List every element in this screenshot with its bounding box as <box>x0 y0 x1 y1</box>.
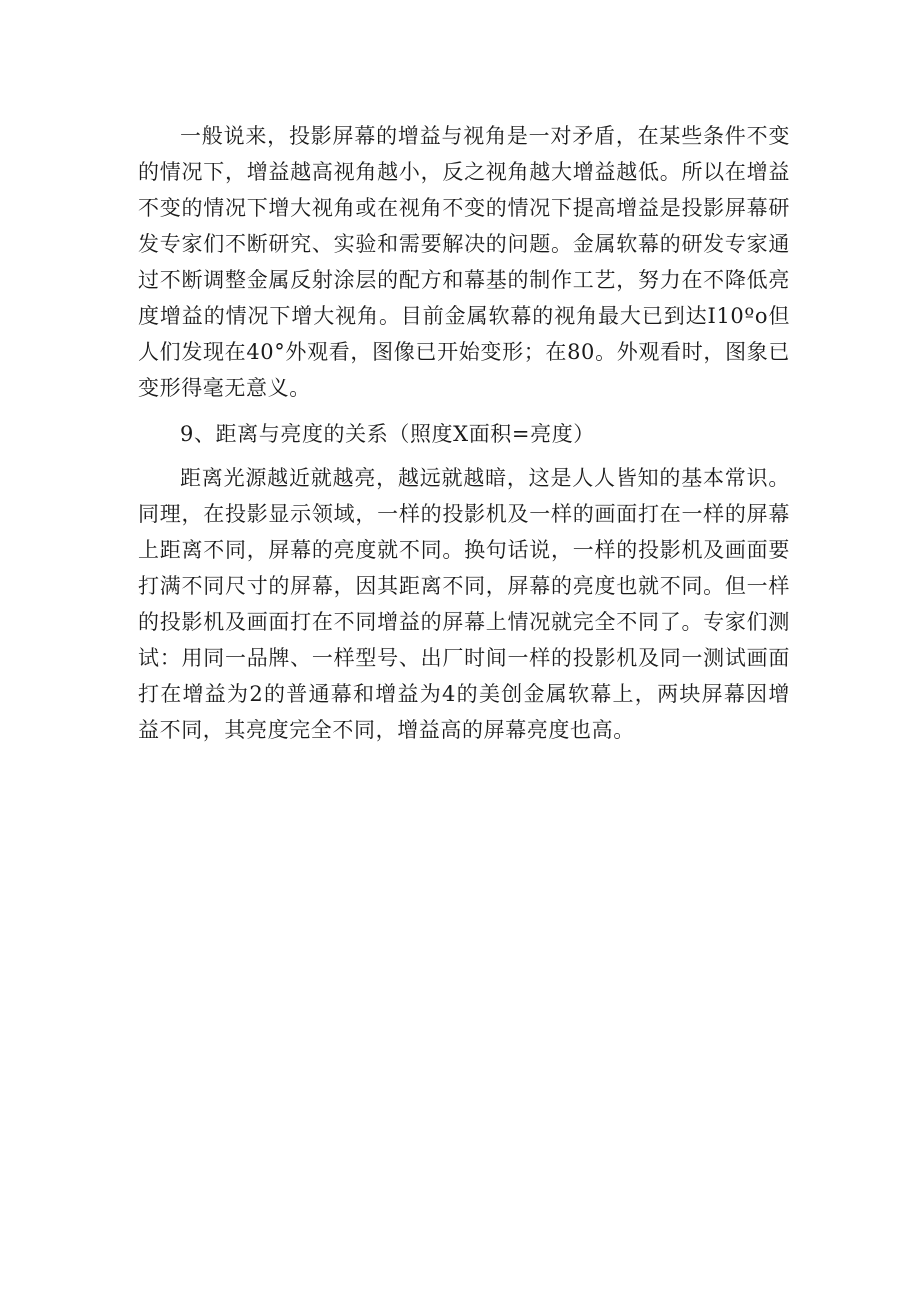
paragraph-gain-vs-viewing-angle: 一般说来，投影屏幕的增益与视角是一对矛盾，在某些条件不变的情况下，增益越高视角越小，反之视角越大增益越低。所以在增益不变的情况下增大视角或在视角不变的情况下提高增益是投影屏幕研发专家们不断研究、实验和需要解决的问题。金属软幕的研发专家通过不断调整金属反射涂层的配方和幕基的制作工艺，努力在不降低亮度增益的情况下增大视角。目前金属软幕的视角最大已到达I10ºo但人们发现在40°外观看，图像已开始变形；在80。外观看时，图象已变形得毫无意义。 <box>138 124 790 400</box>
document-body <box>138 118 790 748</box>
paragraph-distance-brightness: 距离光源越近就越亮，越远就越暗，这是人人皆知的基本常识。同理，在投影显示领域，一样的投影机及一样的画面打在一样的屏幕上距离不同，屏幕的亮度就不同。换句话说，一样的投影机及画面要打满不同尺寸的屏幕，因其距离不同，屏幕的亮度也就不同。但一样的投影机及画面打在不同增益的屏幕上情况就完全不同了。专家们测试：用同一品牌、一样型号、出厂时间一样的投影机及同一测试画面打在增益为2的普通幕和增益为4的美创金属软幕上，两块屏幕因增益不同，其亮度完全不同，增益高的屏幕亮度也高。 <box>138 466 790 742</box>
section-heading-distance-brightness: 9、距离与亮度的关系（照度X面积=亮度） <box>180 422 595 446</box>
